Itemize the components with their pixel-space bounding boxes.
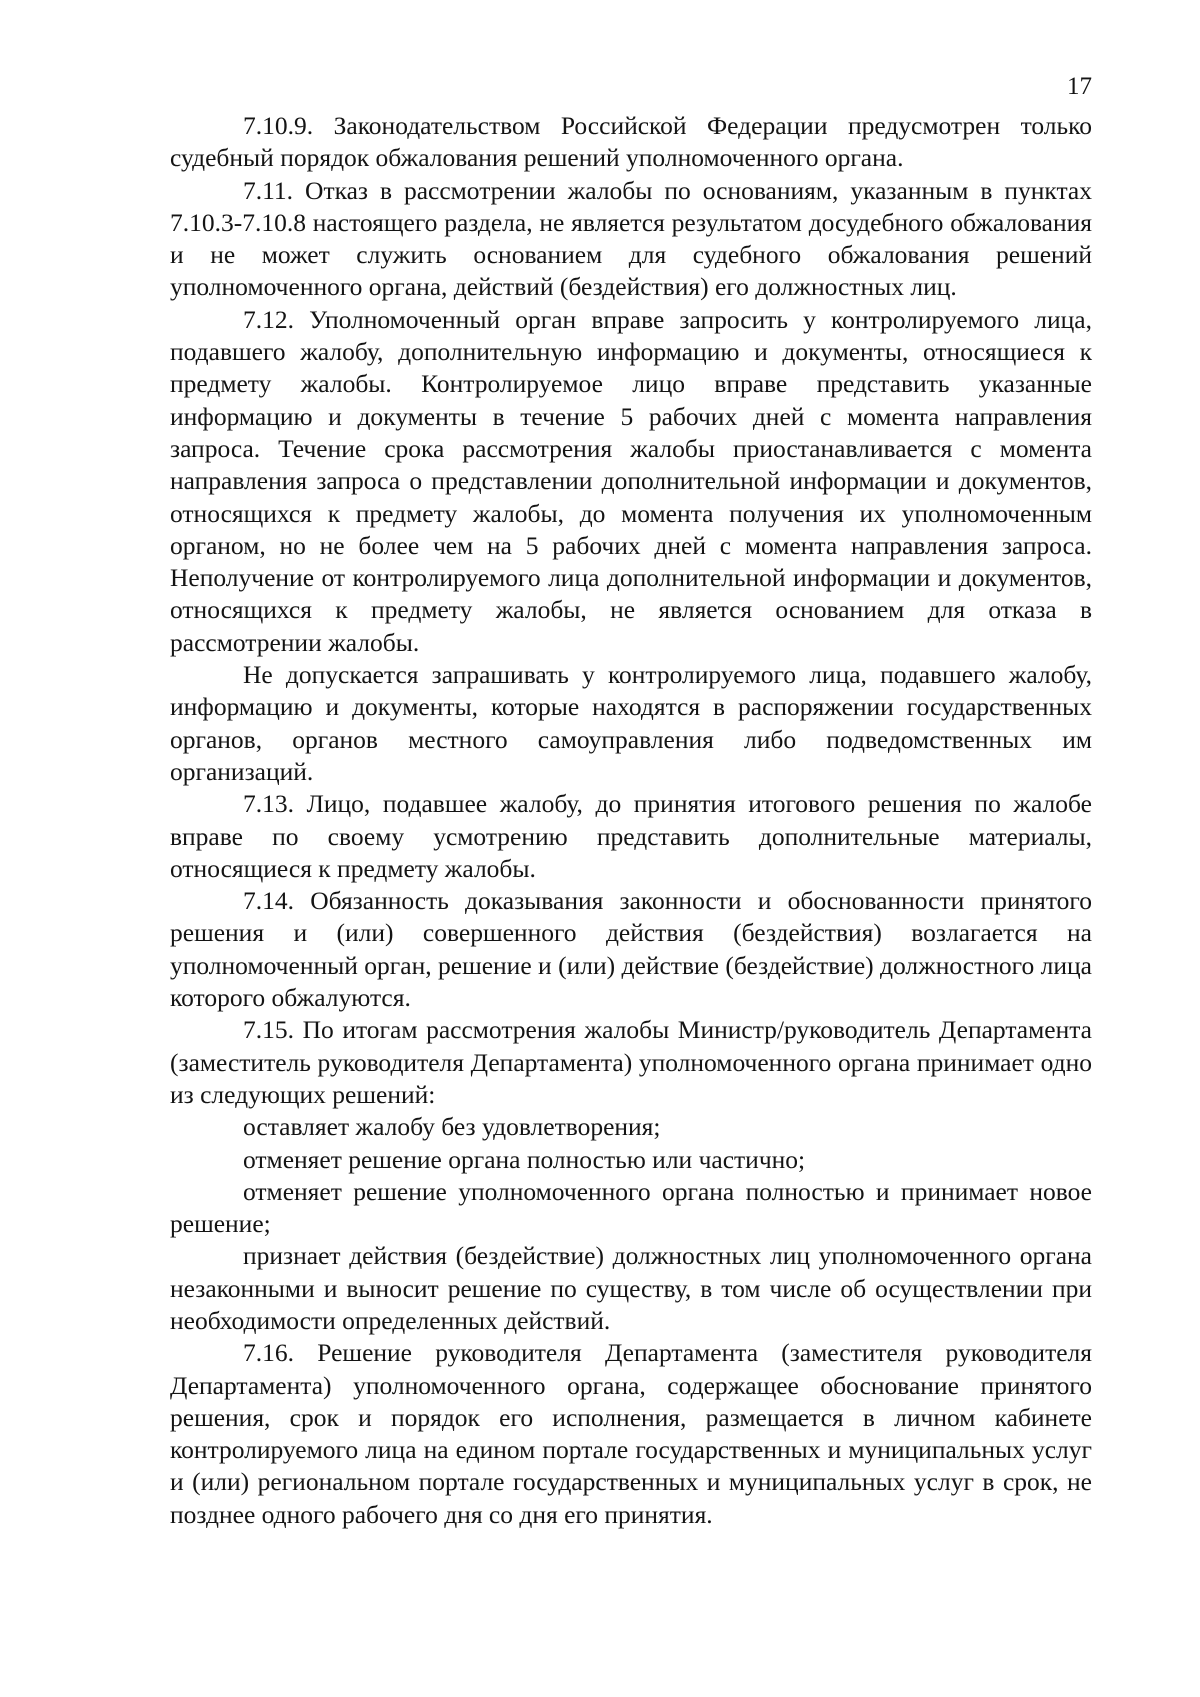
document-body <box>170 110 1092 1531</box>
paragraph-7-15: 7.15. По итогам рассмотрения жалобы Министр/руководитель Департамента (заместитель руководителя Департамента) уполномоченного органа принимает одно из следующих решений: <box>170 1015 1092 1109</box>
paragraph-7-12: 7.12. Уполномоченный орган вправе запросить у контролируемого лица, подавшего жалобу, дополнительную информацию и документы, относящиеся к предмету жалобы. Контролируемое лицо вправе представить указанные информацию и документы в течение 5 рабочих дней с момента направления запроса. Течение срока рассмотрения жалобы приостанавливается с момента направления запроса о представлении дополнительной информации и документов, относящихся к предмету жалобы, до момента получения их уполномоченным органом, но не более чем на 5 рабочих дней с момента направления запроса. Неполучение от контролируемого лица дополнительной информации и документов, относящихся к предмету жалобы, не является основанием для отказа в рассмотрении жалобы. <box>170 304 1092 657</box>
decision-item-3: отменяет решение уполномоченного органа полностью и принимает новое решение; <box>170 1176 1092 1239</box>
paragraph-7-16: 7.16. Решение руководителя Департамента (заместителя руководителя Департамента) уполномоченного органа, содержащее обоснование принятого решения, срок и порядок его исполнения, размещается в личном кабинете контролируемого лица на едином портале государственных и муниципальных услуг и (или) региональном портале государственных и муниципальных услуг в срок, не позднее одного рабочего дня со дня его принятия. <box>170 1338 1092 1529</box>
paragraph-7-14: 7.14. Обязанность доказывания законности и обоснованности принятого решения и (или) совершенного действия (бездействия) возлагается на уполномоченный орган, решение и (или) действие (бездействие) должностного лица которого обжалуются. <box>170 886 1092 1013</box>
paragraph-7-11: 7.11. Отказ в рассмотрении жалобы по основаниям, указанным в пунктах 7.10.3-7.10.8 настоящего раздела, не является результатом досудебного обжалования и не может служить основанием для судебного обжалования решений уполномоченного органа, действий (бездействия) его должностных лиц. <box>170 175 1092 302</box>
paragraph-7-10-9: 7.10.9. Законодательством Российской Федерации предусмотрен только судебный порядок обжалования решений уполномоченного органа. <box>170 111 1092 173</box>
decision-item-4: признает действия (бездействие) должностных лиц уполномоченного органа незаконными и выносит решение по существу, в том числе об осуществлении при необходимости определенных действий. <box>170 1241 1092 1335</box>
decision-item-1: оставляет жалобу без удовлетворения; <box>243 1112 661 1142</box>
paragraph-7-12-continued: Не допускается запрашивать у контролируемого лица, подавшего жалобу, информацию и документы, которые находятся в распоряжении государственных органов, органов местного самоуправления либо подведомственных им организаций. <box>170 660 1092 786</box>
decision-item-2: отменяет решение органа полностью или частично; <box>243 1144 806 1174</box>
page-number: 17 <box>1067 73 1092 100</box>
paragraph-7-13: 7.13. Лицо, подавшее жалобу, до принятия итогового решения по жалобе вправе по своему усмотрению представить дополнительные материалы, относящиеся к предмету жалобы. <box>170 789 1092 883</box>
